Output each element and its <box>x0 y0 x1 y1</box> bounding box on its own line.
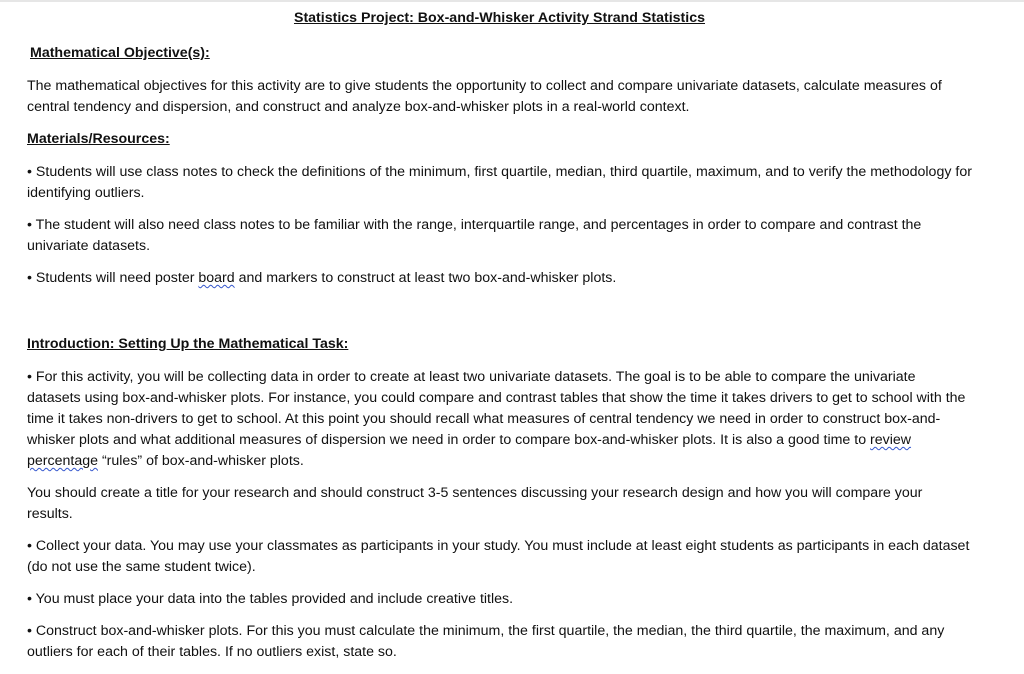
introduction-heading: Introduction: Setting Up the Mathematical Task: <box>27 336 349 352</box>
objective-paragraph: The mathematical objectives for this activity are to give students the opportunity to collect and compare univariate datasets, calculate measures of central tendency and dispersion, and construct and analyze box-and-whisker plots in a real-world context. <box>27 78 942 115</box>
introduction-item-1 <box>27 367 972 472</box>
materials-item-2: • The student will also need class notes to be familiar with the range, interquartile range, and percentages in order to compare and contrast the univariate datasets. <box>27 217 922 254</box>
document-title: Statistics Project: Box-and-Whisker Activity Strand Statistics <box>293 10 705 26</box>
page-top-border <box>0 0 1024 2</box>
introduction-item-2: You should create a title for your research and should construct 3-5 sentences discussing your research design and how you will compare your results. <box>27 485 923 522</box>
materials-item-3 <box>27 268 972 289</box>
introduction-item-1-text-a: • For this activity, you will be collecting data in order to create at least two univariate datasets. The goal is to be able to compare the univariate datasets using box-and-whisker plots. For instance, you could compare and contrast tables that show the time it takes drivers to get to school with the time it takes non-drivers to get to school. At this point you should recall what measures of central tendency we need in order to construct box-and-whisker plots and what additional measures of dispersion we need in order to compare box-and-whisker plots. It is also a good time to <box>27 369 966 448</box>
materials-heading: Materials/Resources: <box>27 131 170 147</box>
blank-line <box>27 300 972 334</box>
materials-item-1: • Students will use class notes to check the definitions of the minimum, first quartile, median, third quartile, maximum, and to verify the methodology for identifying outliers. <box>27 164 972 201</box>
introduction-item-5: • Construct box-and-whisker plots. For this you must calculate the minimum, the first quartile, the median, the third quartile, the maximum, and any outliers for each of their tables. If no outliers exist, state so. <box>27 623 945 660</box>
spellcheck-flagged-word[interactable]: board <box>198 270 235 286</box>
materials-item-3-text-b: and markers to construct at least two box-and-whisker plots. <box>234 270 617 286</box>
introduction-item-3: • Collect your data. You may use your classmates as participants in your study. You must include at least eight students as participants in each dataset (do not use the same student twice). <box>27 538 970 575</box>
grammar-flagged-phrase[interactable]: review percentage <box>27 432 912 469</box>
introduction-item-1-text-b: “rules” of box-and-whisker plots. <box>98 453 304 469</box>
document-body <box>27 8 972 674</box>
introduction-item-4: • You must place your data into the tables provided and include creative titles. <box>27 591 514 607</box>
objective-heading: Mathematical Objective(s): <box>30 45 210 61</box>
materials-item-3-text-a: • Students will need poster <box>27 270 199 286</box>
